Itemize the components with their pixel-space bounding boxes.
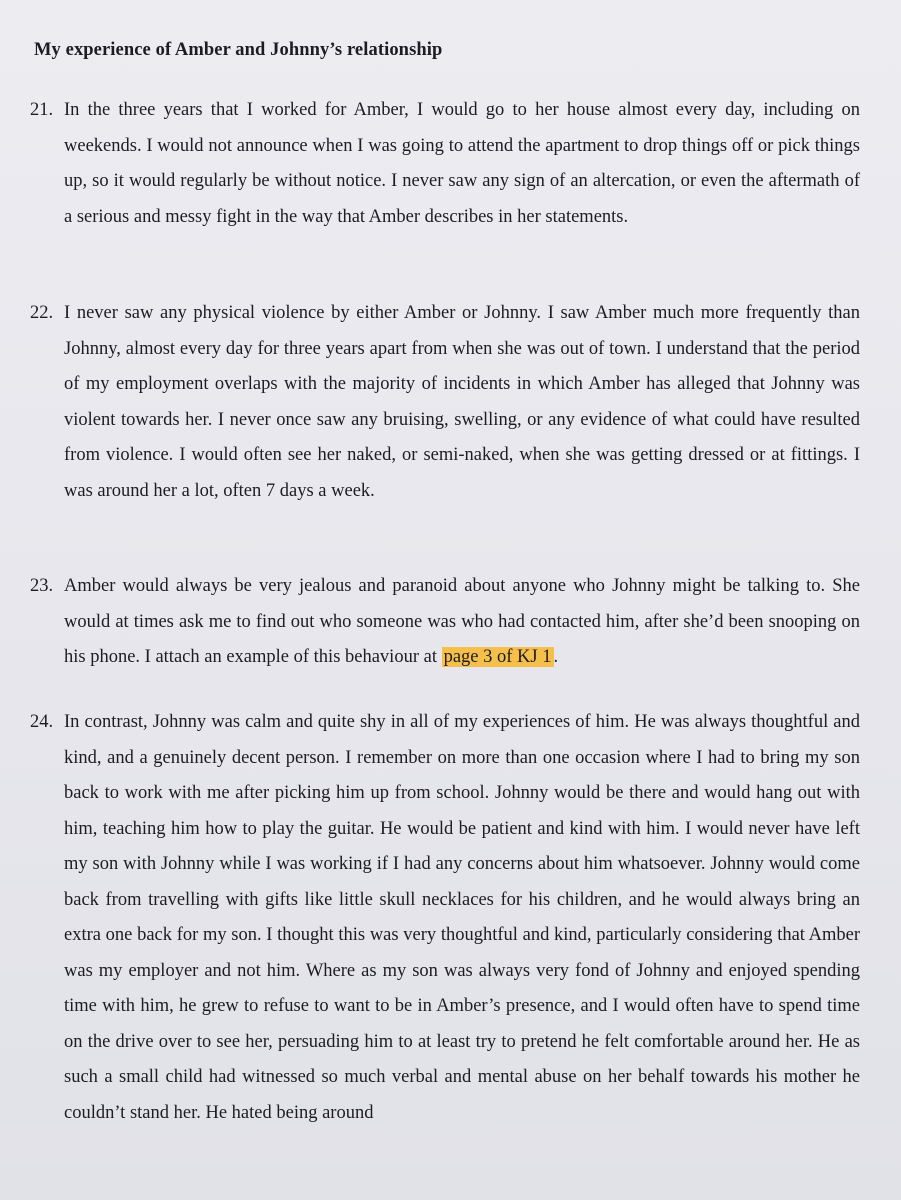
paragraph-24 (30, 705, 860, 1131)
paragraph-number: 24. (30, 712, 54, 732)
paragraph-text-after: . (553, 647, 559, 667)
paragraph-text: In contrast, Johnny was calm and quite shy in all of my experiences of him. He was always thoughtful and kind, and a genuinely decent person. I remember on more than one occasion where I had to bring my son back to work with me after picking him up from school. Johnny would be there and would hang out with him, teaching him how to play the guitar. He would be patient and kind with him. I would never have left my son with Johnny while I was working if I had any concerns about him whatsoever. Johnny would come back from travelling with gifts like little skull necklaces for his children, and he would always bring an extra one back for my son. I thought this was very thoughtful and kind, particularly considering that Amber was my employer and not him. Where as my son was always very fond of Johnny and enjoyed spending time with him, he grew to refuse to want to be in Amber’s presence, and I would often have to spend time on the drive over to see her, persuading him to at least try to pretend he felt comfortable around her. He as such a small child had witnessed so much verbal and mental abuse on her behalf towards his mother he couldn’t stand her. He hated being around (64, 712, 860, 1123)
section-heading: My experience of Amber and Johnny’s relationship (34, 40, 443, 60)
paragraph-number: 21. (30, 100, 54, 120)
paragraph-text (64, 569, 860, 676)
paragraph-22 (30, 296, 860, 509)
paragraph-text: In the three years that I worked for Amber, I would go to her house almost every day, including on weekends. I would not announce when I was going to attend the apartment to drop things off or pick things up, so it would regularly be without notice. I never saw any sign of an altercation, or even the aftermath of a serious and messy fight in the way that Amber describes in her statements. (64, 100, 860, 227)
exhibit-reference-highlight: page 3 of KJ 1 (443, 647, 552, 667)
paragraph-number: 23. (30, 576, 54, 596)
paragraph-text-before: Amber would always be very jealous and paranoid about anyone who Johnny might be talking to. She would at times ask me to find out who someone was who had contacted him, after she’d been snooping on his phone. I attach an example of this behaviour at (64, 576, 860, 667)
paragraph-21 (30, 93, 860, 235)
paragraph-number: 22. (30, 303, 54, 323)
paragraph-23 (30, 569, 860, 676)
paragraph-text: I never saw any physical violence by either Amber or Johnny. I saw Amber much more frequently than Johnny, almost every day for three years apart from when she was out of town. I understand that the period of my employment overlaps with the majority of incidents in which Amber has alleged that Johnny was violent towards her. I never once saw any bruising, swelling, or any evidence of what could have resulted from violence. I would often see her naked, or semi-naked, when she was getting dressed or at fittings. I was around her a lot, often 7 days a week. (64, 303, 860, 501)
